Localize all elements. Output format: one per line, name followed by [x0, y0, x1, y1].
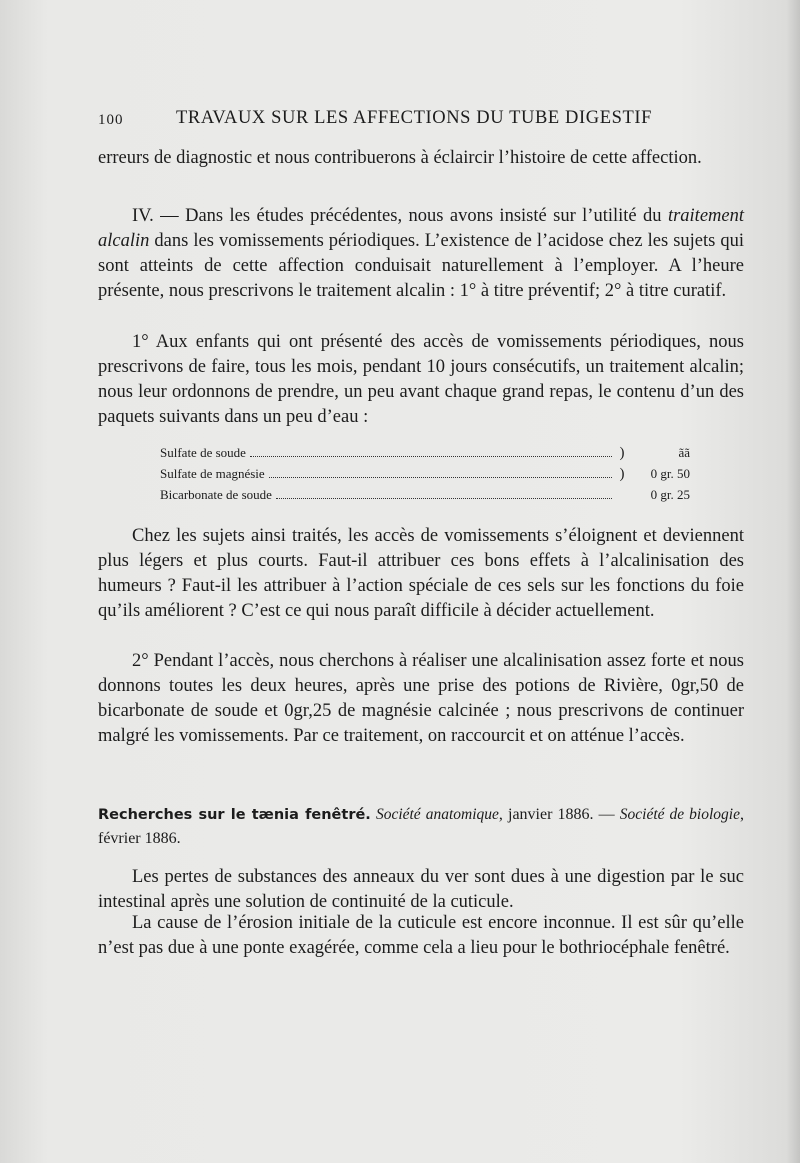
paragraph-2-italic: traitement alcalin	[98, 206, 744, 251]
paragraph-6: Les pertes de substances des anneaux du ver sont dues à une digestion par le suc intestinal après une solution de continuité de la cuticule.	[98, 867, 744, 912]
paragraph-3: 1° Aux enfants qui ont présenté des accès de vomissements périodiques, nous prescrivons de faire, tous les mois, pendant 10 jours consécutifs, un traitement alcalin; nous leur ordonnons de prendre, un peu avant chaque grand repas, le contenu d’un des paquets suivants dans un peu d’eau :	[98, 332, 744, 427]
paragraph-2-end: dans les vomissements périodiques. L’existence de l’acidose chez les sujets qui sont atteints de cette affection conduisait naturellement à l’employer. A l’heure présente, nous prescrivons le traitement alcalin : 1° à titre préventif; 2° à titre curatif.	[98, 231, 744, 301]
paragraph-7: La cause de l’érosion initiale de la cuticule est encore inconnue. Il est sûr qu’elle n’est pas due à une ponte exagérée, comme cela a lieu pour le bothriocéphale fenêtré.	[98, 913, 744, 958]
prescription-row	[160, 445, 690, 466]
section-ref-2: Société de biologie	[619, 806, 740, 823]
prescription-table	[160, 445, 690, 508]
section-ref-1: Société anatomique	[375, 806, 499, 823]
paragraph-4: Chez les sujets ainsi traités, les accès de vomissements s’éloignent et deviennent plus légers et plus courts. Faut-il attribuer ces bons effets à l’alcalinisation des humeurs ? Faut-il les attribuer à l’action spéciale de ces sels sur les fonctions du foie qu’ils améliorent ? C’est ce qui nous paraît difficile à décider actuellement.	[98, 526, 744, 621]
prescription-row	[160, 466, 690, 487]
paragraph-5: 2° Pendant l’accès, nous cherchons à réaliser une alcalinisation assez forte et nous donnons toutes les deux heures, après une prise des potions de Rivière, 0gr,50 de bicarbonate de soude et 0gr,25 de magnésie calcinée ; nous prescrivons de continuer malgré les vomissements. Par ce traitement, on raccourcit et on atténue l’accès.	[98, 651, 744, 746]
running-title: TRAVAUX SUR LES AFFECTIONS DU TUBE DIGESTIF	[176, 108, 653, 128]
brace: )	[619, 466, 625, 482]
ingredient-name: Bicarbonate de soude	[160, 487, 272, 502]
dot-leader	[250, 446, 612, 457]
prescription-row	[160, 487, 690, 508]
page-number: 100	[98, 112, 124, 128]
page-spine-shadow	[786, 0, 800, 1163]
brace: )	[619, 445, 625, 461]
ingredient-name: Sulfate de magnésie	[160, 466, 265, 481]
dot-leader	[269, 467, 612, 478]
paragraph-2	[98, 204, 744, 304]
paragraph-1: erreurs de diagnostic et nous contribuerons à éclaircir l’histoire de cette affection.	[98, 148, 702, 168]
paragraph-2-start: IV. — Dans les études précédentes, nous avons insisté sur l’utilité du	[132, 206, 668, 226]
ingredient-quantity: ãã	[678, 445, 690, 460]
section-heading	[98, 803, 744, 851]
ingredient-quantity: 0 gr. 50	[650, 466, 690, 481]
page-header	[98, 108, 744, 134]
ingredient-name: Sulfate de soude	[160, 445, 246, 460]
section-ref-1-date: , janvier 1886. —	[498, 806, 620, 823]
section-title: Recherches sur le tænia fenêtré.	[98, 807, 371, 823]
ingredient-quantity: 0 gr. 25	[650, 487, 690, 502]
dot-leader	[276, 488, 612, 499]
section-ref-2-date: , février 1886.	[98, 806, 744, 847]
